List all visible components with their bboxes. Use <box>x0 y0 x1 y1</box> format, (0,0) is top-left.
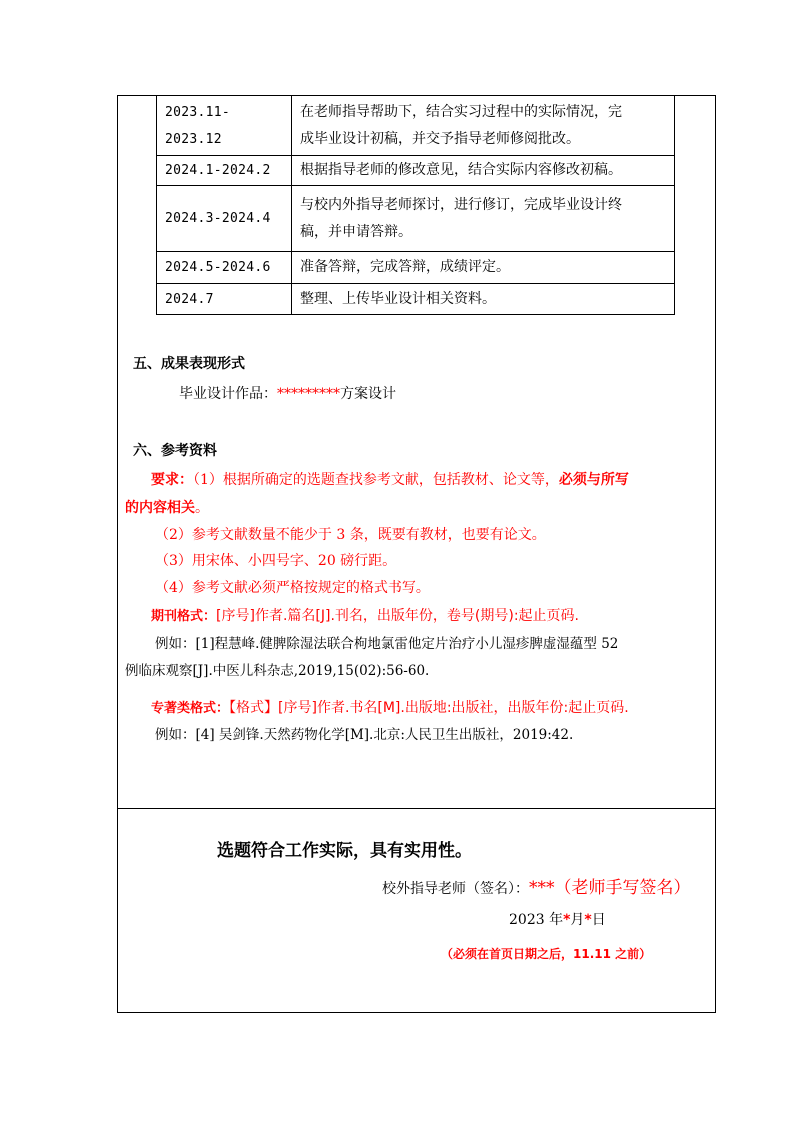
schedule-task: 与校内外指导老师探讨，进行修订，完成毕业设计终 稿，并申请答辩。 <box>292 186 675 252</box>
schedule-table <box>156 95 675 315</box>
book-example: 例如：[4] 吴剑锋.天然药物化学[M].北京:人民卫生出版社，2019:42. <box>155 727 574 743</box>
schedule-date: 2024.7 <box>157 284 292 315</box>
schedule-task: 整理、上传毕业设计相关资料。 <box>292 284 675 315</box>
requirement-1-cont: 的内容相关。 <box>125 500 209 516</box>
deliverable-line <box>179 384 396 404</box>
deliverable-placeholder: ********* <box>277 386 340 402</box>
schedule-task: 在老师指导帮助下，结合实习过程中的实际情况，完 成毕业设计初稿，并交予指导老师修阅批改。 <box>292 96 675 156</box>
schedule-date: 2023.11-2023.12 <box>157 96 292 156</box>
schedule-task: 准备答辩，完成答辩，成绩评定。 <box>292 252 675 284</box>
journal-format-line <box>151 606 579 627</box>
signature-label: 校外指导老师（签名）： <box>382 881 529 897</box>
schedule-date: 2024.3-2024.4 <box>157 186 292 252</box>
requirement-1: 要求：（1）根据所确定的选题查找参考文献，包括教材、论文等，必须与所写 <box>151 472 629 488</box>
table-row <box>157 156 675 186</box>
requirement-3: （3）用宋体、小四号字、20 磅行距。 <box>155 553 397 569</box>
book-format-line <box>151 698 629 719</box>
signature-value: ***（老师手写签名） <box>529 878 691 898</box>
schedule-date: 2024.5-2024.6 <box>157 252 292 284</box>
journal-format: [序号]作者.篇名[J].刊名，出版年份，卷号(期号):起止页码. <box>216 608 579 624</box>
table-row <box>157 284 675 315</box>
book-format-label: 专著类格式： <box>151 701 230 716</box>
schedule-date: 2024.1-2024.2 <box>157 156 292 186</box>
table-row <box>157 252 675 284</box>
book-format: 【格式】[序号]作者.书名[M].出版地:出版社，出版年份:起止页码. <box>229 700 629 716</box>
comment-text: 选题符合工作实际，具有实用性。 <box>217 841 472 861</box>
journal-example-line1: 例如：[1]程慧峰.健脾除湿法联合枸地氯雷他定片治疗小儿湿疹脾虚湿蕴型 52 <box>155 636 619 652</box>
requirement-label: 要求： <box>151 472 193 488</box>
requirement-2: （2）参考文献数量不能少于 3 条，既要有教材，也要有论文。 <box>155 527 546 543</box>
section-heading-6: 六、参考资料 <box>133 443 217 459</box>
deliverable-suffix: 方案设计 <box>340 386 396 402</box>
date-line: 2023 年*月*日 <box>509 912 606 928</box>
journal-example-line2: 例临床观察[J].中医儿科杂志,2019,15(02):56-60. <box>125 663 430 679</box>
schedule-task: 根据指导老师的修改意见，结合实际内容修改初稿。 <box>292 156 675 186</box>
journal-format-label: 期刊格式： <box>151 609 217 624</box>
table-row <box>157 186 675 252</box>
section-heading-5: 五、成果表现形式 <box>133 356 245 372</box>
table-row <box>157 96 675 156</box>
section-divider <box>117 808 716 809</box>
date-note: （必须在首页日期之后，11.11 之前） <box>441 947 652 961</box>
deliverable-label: 毕业设计作品： <box>179 386 277 402</box>
signature-line <box>382 878 691 899</box>
requirement-4: （4）参考文献必须严格按规定的格式书写。 <box>155 580 430 596</box>
